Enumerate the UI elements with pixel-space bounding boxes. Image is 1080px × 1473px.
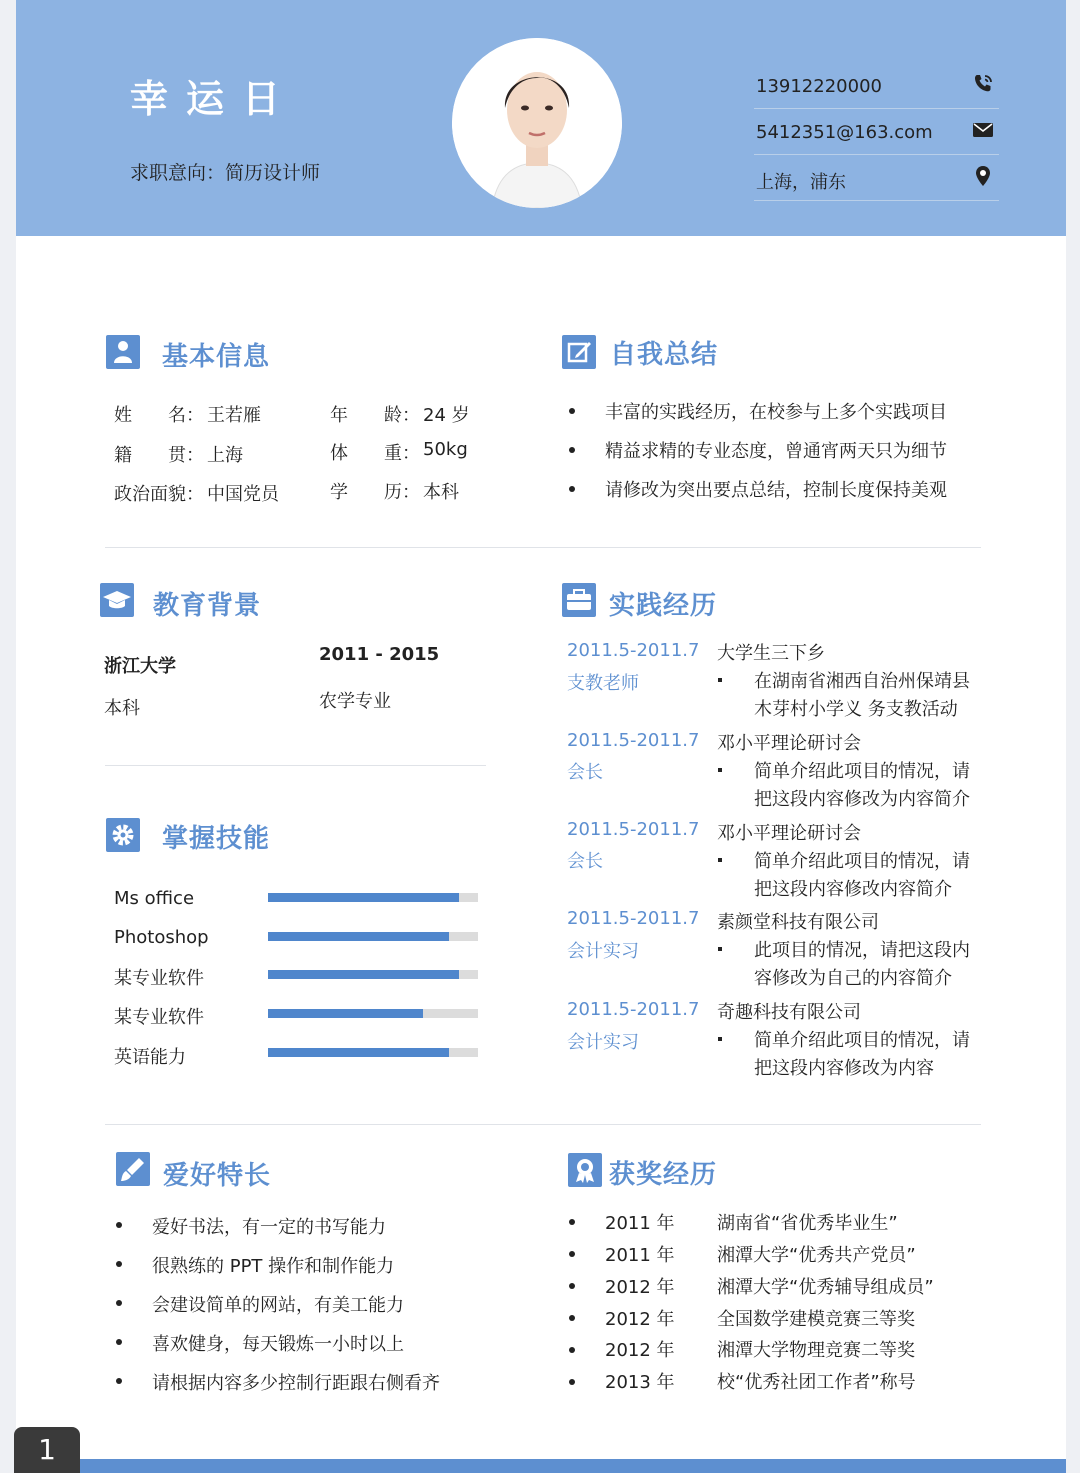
skill-bar-fill xyxy=(268,893,459,902)
practice-role: 会计实习 xyxy=(567,1032,639,1053)
practice-desc: 简单介绍此项目的情况，请 xyxy=(754,761,970,782)
practice-org: 邓小平理论研讨会 xyxy=(717,733,861,754)
education-title: 教育背景 xyxy=(153,591,262,621)
name-value: 王若雁 xyxy=(207,405,261,426)
hobby-item: 爱好书法，有一定的书写能力 xyxy=(152,1217,386,1238)
skill-bar xyxy=(268,893,478,902)
education-value: 本科 xyxy=(423,482,459,503)
edit-icon xyxy=(562,335,596,369)
divider xyxy=(105,547,981,548)
summary-item: 丰富的实践经历，在校参与上多个实践项目 xyxy=(605,402,947,423)
contact-location xyxy=(754,154,999,201)
award-text: 全国数学建模竞赛三等奖 xyxy=(717,1309,915,1330)
awards-title: 获奖经历 xyxy=(609,1160,718,1190)
skills-title: 掌握技能 xyxy=(162,824,271,854)
education-label: 学 历： xyxy=(330,482,420,503)
practice-role: 支教老师 xyxy=(567,673,639,694)
practice-desc: 把这段内容修改为内容简介 xyxy=(754,789,970,810)
weight-value: 50kg xyxy=(423,439,468,460)
practice-role: 会长 xyxy=(567,851,603,872)
award-text: 湘潭大学“优秀辅导组成员” xyxy=(717,1277,934,1298)
practice-desc: 简单介绍此项目的情况，请 xyxy=(754,851,970,872)
location-text: 上海，浦东 xyxy=(756,172,846,193)
age-label: 年 龄： xyxy=(330,405,420,426)
avatar xyxy=(452,38,622,208)
skill-bar xyxy=(268,1048,478,1057)
phone-text: 13912220000 xyxy=(756,76,882,97)
bullet-icon xyxy=(116,1222,122,1228)
bullet-icon xyxy=(718,678,722,682)
phone-icon xyxy=(971,72,995,96)
skill-bar-fill xyxy=(268,1009,423,1018)
bullet-icon xyxy=(718,1037,722,1041)
practice-desc: 简单介绍此项目的情况，请 xyxy=(754,1030,970,1051)
hobby-item: 请根据内容多少控制行距跟右侧看齐 xyxy=(152,1373,440,1394)
location-icon xyxy=(971,164,995,188)
bullet-icon xyxy=(569,1379,575,1385)
summary-item: 精益求精的专业态度，曾通宵两天只为细节 xyxy=(605,441,947,462)
bullet-icon xyxy=(116,1300,122,1306)
divider xyxy=(105,1124,981,1125)
bullet-icon xyxy=(569,1283,575,1289)
award-year: 2012 年 xyxy=(605,1309,675,1330)
skill-name: 某专业软件 xyxy=(114,968,204,989)
practice-desc: 此项目的情况，请把这段内 xyxy=(754,940,970,961)
user-icon xyxy=(106,335,140,369)
candidate-name: 幸运日 xyxy=(130,77,299,121)
bullet-icon xyxy=(569,1219,575,1225)
award-icon xyxy=(568,1153,602,1187)
award-year: 2012 年 xyxy=(605,1277,675,1298)
practice-date: 2011.5-2011.7 xyxy=(567,730,700,751)
politics-label: 政治面貌： xyxy=(114,484,204,505)
practice-title: 实践经历 xyxy=(609,591,718,621)
name-label: 姓 名： xyxy=(114,405,204,426)
skill-name: 英语能力 xyxy=(114,1047,186,1068)
practice-desc: 在湖南省湘西自治州保靖县 xyxy=(754,671,970,692)
summary-title: 自我总结 xyxy=(610,340,719,370)
gear-icon xyxy=(106,818,140,852)
contact-phone xyxy=(754,62,999,109)
skill-name: Ms office xyxy=(114,888,195,909)
practice-date: 2011.5-2011.7 xyxy=(567,999,700,1020)
award-year: 2011 年 xyxy=(605,1213,675,1234)
award-text: 湘潭大学“优秀共产党员” xyxy=(717,1245,916,1266)
practice-desc: 木芽村小学义 务支教活动 xyxy=(754,699,958,720)
header xyxy=(16,0,1066,236)
skill-name: Photoshop xyxy=(114,927,209,948)
bullet-icon xyxy=(116,1261,122,1267)
practice-desc: 容修改为自己的内容简介 xyxy=(754,968,952,989)
skill-bar-fill xyxy=(268,1048,449,1057)
graduation-cap-icon xyxy=(100,583,134,617)
bullet-icon xyxy=(569,486,575,492)
contact-email xyxy=(754,108,999,155)
bullet-icon xyxy=(569,1251,575,1257)
practice-desc: 把这段内容修改内容简介 xyxy=(754,879,952,900)
major: 农学专业 xyxy=(319,691,391,712)
email-text: 5412351@163.com xyxy=(756,122,933,143)
hobby-item: 很熟练的 PPT 操作和制作能力 xyxy=(152,1256,395,1277)
weight-label: 体 重： xyxy=(330,443,420,464)
award-year: 2013 年 xyxy=(605,1372,675,1393)
practice-org: 素颜堂科技有限公司 xyxy=(717,912,879,933)
hobby-item: 会建设简单的网站，有美工能力 xyxy=(152,1295,404,1316)
award-text: 校“优秀社团工作者”称号 xyxy=(717,1372,916,1393)
award-text: 湖南省“省优秀毕业生” xyxy=(717,1213,898,1234)
summary-item: 请修改为突出要点总结，控制长度保持美观 xyxy=(605,480,947,501)
bullet-icon xyxy=(116,1339,122,1345)
skill-bar xyxy=(268,1009,478,1018)
bullet-icon xyxy=(569,1347,575,1353)
footer-bar xyxy=(16,1459,1066,1473)
bullet-icon xyxy=(569,1315,575,1321)
hobbies-title: 爱好特长 xyxy=(163,1161,272,1191)
hobby-item: 喜欢健身，每天锻炼一小时以上 xyxy=(152,1334,404,1355)
origin-label: 籍 贯： xyxy=(114,445,204,466)
bullet-icon xyxy=(569,408,575,414)
basic-info-title: 基本信息 xyxy=(162,342,271,372)
job-intent: 求职意向：简历设计师 xyxy=(130,162,321,184)
resume-page xyxy=(16,0,1066,1473)
bullet-icon xyxy=(116,1378,122,1384)
bullet-icon xyxy=(569,447,575,453)
practice-org: 大学生三下乡 xyxy=(717,643,825,664)
practice-date: 2011.5-2011.7 xyxy=(567,908,700,929)
practice-desc: 把这段内容修改为内容 xyxy=(754,1058,934,1079)
skill-bar xyxy=(268,970,478,979)
award-year: 2012 年 xyxy=(605,1340,675,1361)
practice-date: 2011.5-2011.7 xyxy=(567,640,700,661)
practice-role: 会长 xyxy=(567,762,603,783)
paint-brush-icon xyxy=(116,1152,150,1186)
politics-value: 中国党员 xyxy=(207,484,279,505)
skill-bar xyxy=(268,932,478,941)
practice-role: 会计实习 xyxy=(567,941,639,962)
practice-org: 邓小平理论研讨会 xyxy=(717,823,861,844)
divider xyxy=(105,765,486,766)
bullet-icon xyxy=(718,947,722,951)
study-period: 2011 - 2015 xyxy=(319,644,440,665)
briefcase-icon xyxy=(562,583,596,617)
skill-bar-fill xyxy=(268,932,449,941)
bullet-icon xyxy=(718,768,722,772)
school-name: 浙江大学 xyxy=(104,656,176,677)
page-number[interactable]: 1 xyxy=(14,1427,80,1473)
award-year: 2011 年 xyxy=(605,1245,675,1266)
award-text: 湘潭大学物理竞赛二等奖 xyxy=(717,1340,915,1361)
mail-icon xyxy=(971,118,995,142)
age-value: 24 岁 xyxy=(423,405,470,426)
bullet-icon xyxy=(718,858,722,862)
origin-value: 上海 xyxy=(207,445,243,466)
practice-date: 2011.5-2011.7 xyxy=(567,819,700,840)
skill-bar-fill xyxy=(268,970,459,979)
degree: 本科 xyxy=(104,698,140,719)
practice-org: 奇趣科技有限公司 xyxy=(717,1002,861,1023)
skill-name: 某专业软件 xyxy=(114,1007,204,1028)
